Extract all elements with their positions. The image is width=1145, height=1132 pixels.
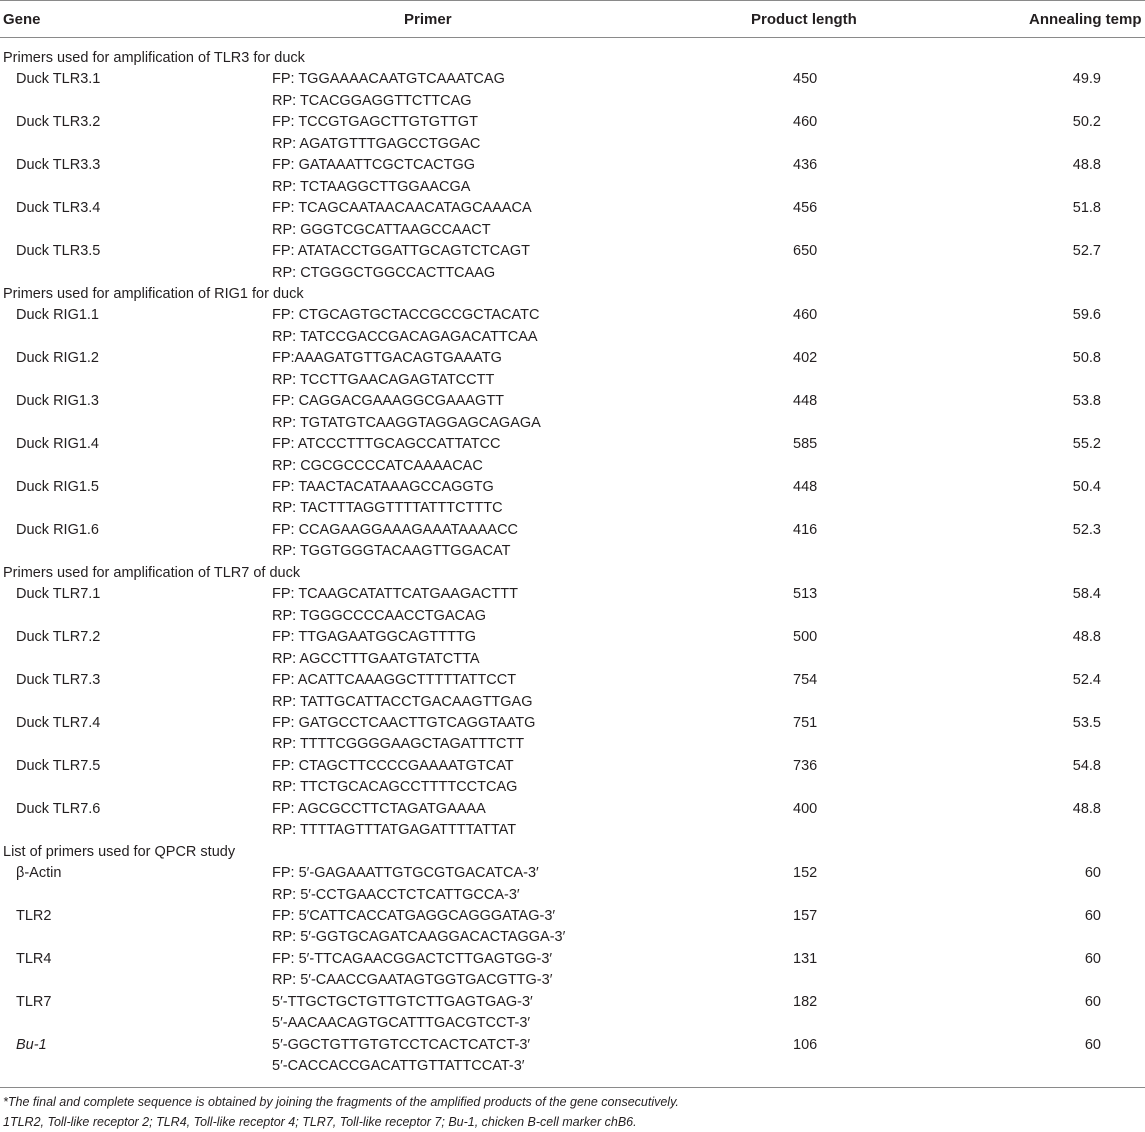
product-length: 152 bbox=[793, 865, 818, 882]
product-length: 131 bbox=[793, 950, 818, 967]
forward-primer: FP: CTGCAGTGCTACCGCCGCTACATC bbox=[272, 307, 540, 324]
product-length: 460 bbox=[793, 114, 818, 131]
reverse-primer: RP: TCCTTGAACAGAGTATCCTT bbox=[272, 371, 495, 388]
forward-primer: FP: 5′-TTCAGAACGGACTCTTGAGTGG-3′ bbox=[272, 950, 553, 967]
reverse-primer: RP: TTTTAGTTTATGAGATTTTATTAT bbox=[272, 822, 517, 839]
product-length: 456 bbox=[793, 200, 818, 217]
reverse-primer: RP: 5′-CCTGAACCTCTCATTGCCA-3′ bbox=[272, 886, 520, 903]
product-length: 448 bbox=[793, 393, 818, 410]
gene-name: TLR4 bbox=[16, 950, 52, 967]
annealing-temp: 60 bbox=[1084, 950, 1101, 967]
annealing-temp: 58.4 bbox=[1072, 586, 1101, 603]
annealing-temp: 51.8 bbox=[1072, 200, 1101, 217]
forward-primer: FP: TGGAAAACAATGTCAAATCAG bbox=[272, 71, 505, 88]
forward-primer: FP: TCAGCAATAACAACATAGCAAACA bbox=[272, 200, 532, 217]
annealing-temp: 48.8 bbox=[1072, 800, 1101, 817]
gene-name: Duck RIG1.5 bbox=[16, 479, 99, 495]
reverse-primer: RP: 5′-GGTGCAGATCAAGGACACTAGGA-3′ bbox=[272, 929, 566, 946]
forward-primer: FP: ACATTCAAAGGCTTTTTATTCCT bbox=[272, 672, 517, 689]
gene-name: TLR2 bbox=[16, 908, 52, 924]
product-length: 736 bbox=[793, 757, 818, 774]
reverse-primer: RP: AGATGTTTGAGCCTGGAC bbox=[272, 135, 481, 152]
gene-name: Duck RIG1.2 bbox=[16, 350, 99, 367]
annealing-temp: 60 bbox=[1084, 993, 1101, 1010]
forward-primer: FP: TAACTACATAAAGCCAGGTG bbox=[272, 479, 494, 495]
forward-primer: FP: GATGCCTCAACTTGTCAGGTAATG bbox=[272, 714, 536, 731]
annealing-temp: 53.5 bbox=[1072, 714, 1101, 731]
annealing-temp: 52.4 bbox=[1072, 672, 1101, 689]
header-product-length: Product length bbox=[751, 11, 857, 28]
reverse-primer: RP: TCACGGAGGTTCTTCAG bbox=[272, 92, 472, 109]
product-length: 751 bbox=[793, 714, 818, 731]
reverse-primer: RP: TACTTTAGGTTTTATTTCTTTC bbox=[272, 500, 503, 517]
annealing-temp: 48.8 bbox=[1072, 157, 1101, 174]
gene-name: Duck TLR7.1 bbox=[16, 586, 101, 603]
product-length: 182 bbox=[793, 993, 818, 1010]
product-length: 402 bbox=[793, 350, 818, 367]
forward-primer: FP: ATATACCTGGATTGCAGTCTCAGT bbox=[272, 243, 531, 260]
product-length: 157 bbox=[793, 908, 818, 924]
gene-name: β-Actin bbox=[16, 865, 62, 882]
reverse-primer: RP: AGCCTTTGAATGTATCTTA bbox=[272, 650, 480, 667]
product-length: 436 bbox=[793, 157, 818, 174]
product-length: 754 bbox=[793, 672, 818, 689]
product-length: 513 bbox=[793, 586, 818, 603]
forward-primer: 5′-TTGCTGCTGTTGTCTTGAGTGAG-3′ bbox=[272, 993, 533, 1010]
header-gene: Gene bbox=[3, 11, 41, 28]
annealing-temp: 48.8 bbox=[1072, 629, 1101, 646]
reverse-primer: RP: TATTGCATTACCTGACAAGTTGAG bbox=[272, 693, 533, 710]
reverse-primer: RP: TTCTGCACAGCCTTTTCCTCAG bbox=[272, 779, 518, 796]
gene-name: Duck TLR3.4 bbox=[16, 200, 101, 217]
gene-name: Bu-1 bbox=[16, 1036, 47, 1053]
footnote-1: *The final and complete sequence is obtained by joining the fragments of the amplified products of the gene consecutively. bbox=[3, 1095, 679, 1109]
reverse-primer: RP: GGGTCGCATTAAGCCAACT bbox=[272, 221, 491, 238]
annealing-temp: 52.7 bbox=[1072, 243, 1101, 260]
gene-name: Duck TLR7.6 bbox=[16, 800, 101, 817]
annealing-temp: 54.8 bbox=[1072, 757, 1101, 774]
forward-primer: FP: TTGAGAATGGCAGTTTTG bbox=[272, 629, 477, 646]
reverse-primer: RP: CTGGGCTGGCCACTTCAAG bbox=[272, 264, 496, 281]
gene-name: Duck TLR7.3 bbox=[16, 672, 101, 689]
annealing-temp: 50.8 bbox=[1072, 350, 1101, 367]
annealing-temp: 50.2 bbox=[1072, 114, 1101, 131]
annealing-temp: 59.6 bbox=[1072, 307, 1101, 324]
product-length: 650 bbox=[793, 243, 818, 260]
annealing-temp: 53.8 bbox=[1072, 393, 1101, 410]
reverse-primer: RP: TCTAAGGCTTGGAACGA bbox=[272, 178, 471, 195]
product-length: 400 bbox=[793, 800, 818, 817]
annealing-temp: 55.2 bbox=[1072, 436, 1101, 453]
product-length: 450 bbox=[793, 71, 818, 88]
forward-primer: FP: CCAGAAGGAAAGAAATAAAACC bbox=[272, 521, 519, 538]
reverse-primer: RP: 5′-CAACCGAATAGTGGTGACGTTG-3′ bbox=[272, 972, 553, 989]
product-length: 448 bbox=[793, 479, 818, 495]
reverse-primer: RP: TTTTCGGGGAAGCTAGATTTCTT bbox=[272, 736, 525, 753]
gene-name: Duck RIG1.6 bbox=[16, 521, 99, 538]
gene-name: Duck RIG1.1 bbox=[16, 307, 99, 324]
product-length: 416 bbox=[793, 521, 818, 538]
forward-primer: FP:AAAGATGTTGACAGTGAAATG bbox=[272, 350, 502, 367]
reverse-primer: RP: CGCGCCCCATCAAAACAC bbox=[272, 457, 483, 474]
section-title: List of primers used for QPCR study bbox=[3, 843, 236, 860]
product-length: 460 bbox=[793, 307, 818, 324]
reverse-primer: 5′-AACAACAGTGCATTTGACGTCCT-3′ bbox=[272, 1015, 531, 1032]
gene-name: TLR7 bbox=[16, 993, 52, 1010]
forward-primer: FP: TCAAGCATATTCATGAAGACTTT bbox=[272, 586, 518, 603]
section-title: Primers used for amplification of TLR3 for duck bbox=[3, 50, 305, 66]
forward-primer: FP: CTAGCTTCCCCGAAAATGTCAT bbox=[272, 757, 514, 774]
gene-name: Duck RIG1.3 bbox=[16, 393, 99, 410]
forward-primer: FP: GATAAATTCGCTCACTGG bbox=[272, 157, 475, 174]
gene-name: Duck TLR3.1 bbox=[16, 71, 101, 88]
annealing-temp: 49.9 bbox=[1072, 71, 1101, 88]
gene-name: Duck TLR7.2 bbox=[16, 629, 101, 646]
annealing-temp: 60 bbox=[1084, 1036, 1101, 1053]
table-bottom-rule bbox=[0, 1087, 1145, 1088]
gene-name: Duck TLR3.5 bbox=[16, 243, 101, 260]
forward-primer: FP: 5′CATTCACCATGAGGCAGGGATAG-3′ bbox=[272, 908, 556, 924]
gene-name: Duck RIG1.4 bbox=[16, 436, 99, 453]
forward-primer: FP: AGCGCCTTCTAGATGAAAA bbox=[272, 800, 486, 817]
reverse-primer: 5′-CACCACCGACATTGTTATTCCAT-3′ bbox=[272, 1058, 525, 1075]
annealing-temp: 52.3 bbox=[1072, 521, 1101, 538]
section-title: Primers used for amplification of TLR7 of duck bbox=[3, 564, 301, 581]
header-primer: Primer bbox=[404, 11, 452, 28]
forward-primer: FP: CAGGACGAAAGGCGAAAGTT bbox=[272, 393, 505, 410]
annealing-temp: 60 bbox=[1084, 865, 1101, 882]
header-annealing-temp: Annealing temp bbox=[1029, 11, 1142, 28]
gene-name: Duck TLR3.2 bbox=[16, 114, 101, 131]
product-length: 585 bbox=[793, 436, 818, 453]
product-length: 106 bbox=[793, 1036, 818, 1053]
annealing-temp: 60 bbox=[1084, 908, 1101, 924]
forward-primer: FP: ATCCCTTTGCAGCCATTATCC bbox=[272, 436, 501, 453]
table-header bbox=[0, 0, 1145, 38]
reverse-primer: RP: TGGTGGGTACAAGTTGGACAT bbox=[272, 543, 511, 560]
forward-primer: FP: TCCGTGAGCTTGTGTTGT bbox=[272, 114, 478, 131]
reverse-primer: RP: TATCCGACCGACAGAGACATTCAA bbox=[272, 328, 538, 345]
section-title: Primers used for amplification of RIG1 for duck bbox=[3, 285, 304, 302]
gene-name: Duck TLR3.3 bbox=[16, 157, 101, 174]
forward-primer: FP: 5′-GAGAAATTGTGCGTGACATCA-3′ bbox=[272, 865, 539, 882]
reverse-primer: RP: TGTATGTCAAGGTAGGAGCAGAGA bbox=[272, 414, 541, 431]
forward-primer: 5′-GGCTGTTGTGTCCTCACTCATCT-3′ bbox=[272, 1036, 531, 1053]
product-length: 500 bbox=[793, 629, 818, 646]
gene-name: Duck TLR7.5 bbox=[16, 757, 101, 774]
annealing-temp: 50.4 bbox=[1072, 479, 1101, 495]
reverse-primer: RP: TGGGCCCCAACCTGACAG bbox=[272, 607, 487, 624]
footnote-2: 1TLR2, Toll-like receptor 2; TLR4, Toll-like receptor 4; TLR7, Toll-like receptor 7; Bu-1, chicken B-cell marker chB6. bbox=[3, 1115, 637, 1129]
gene-name: Duck TLR7.4 bbox=[16, 714, 101, 731]
